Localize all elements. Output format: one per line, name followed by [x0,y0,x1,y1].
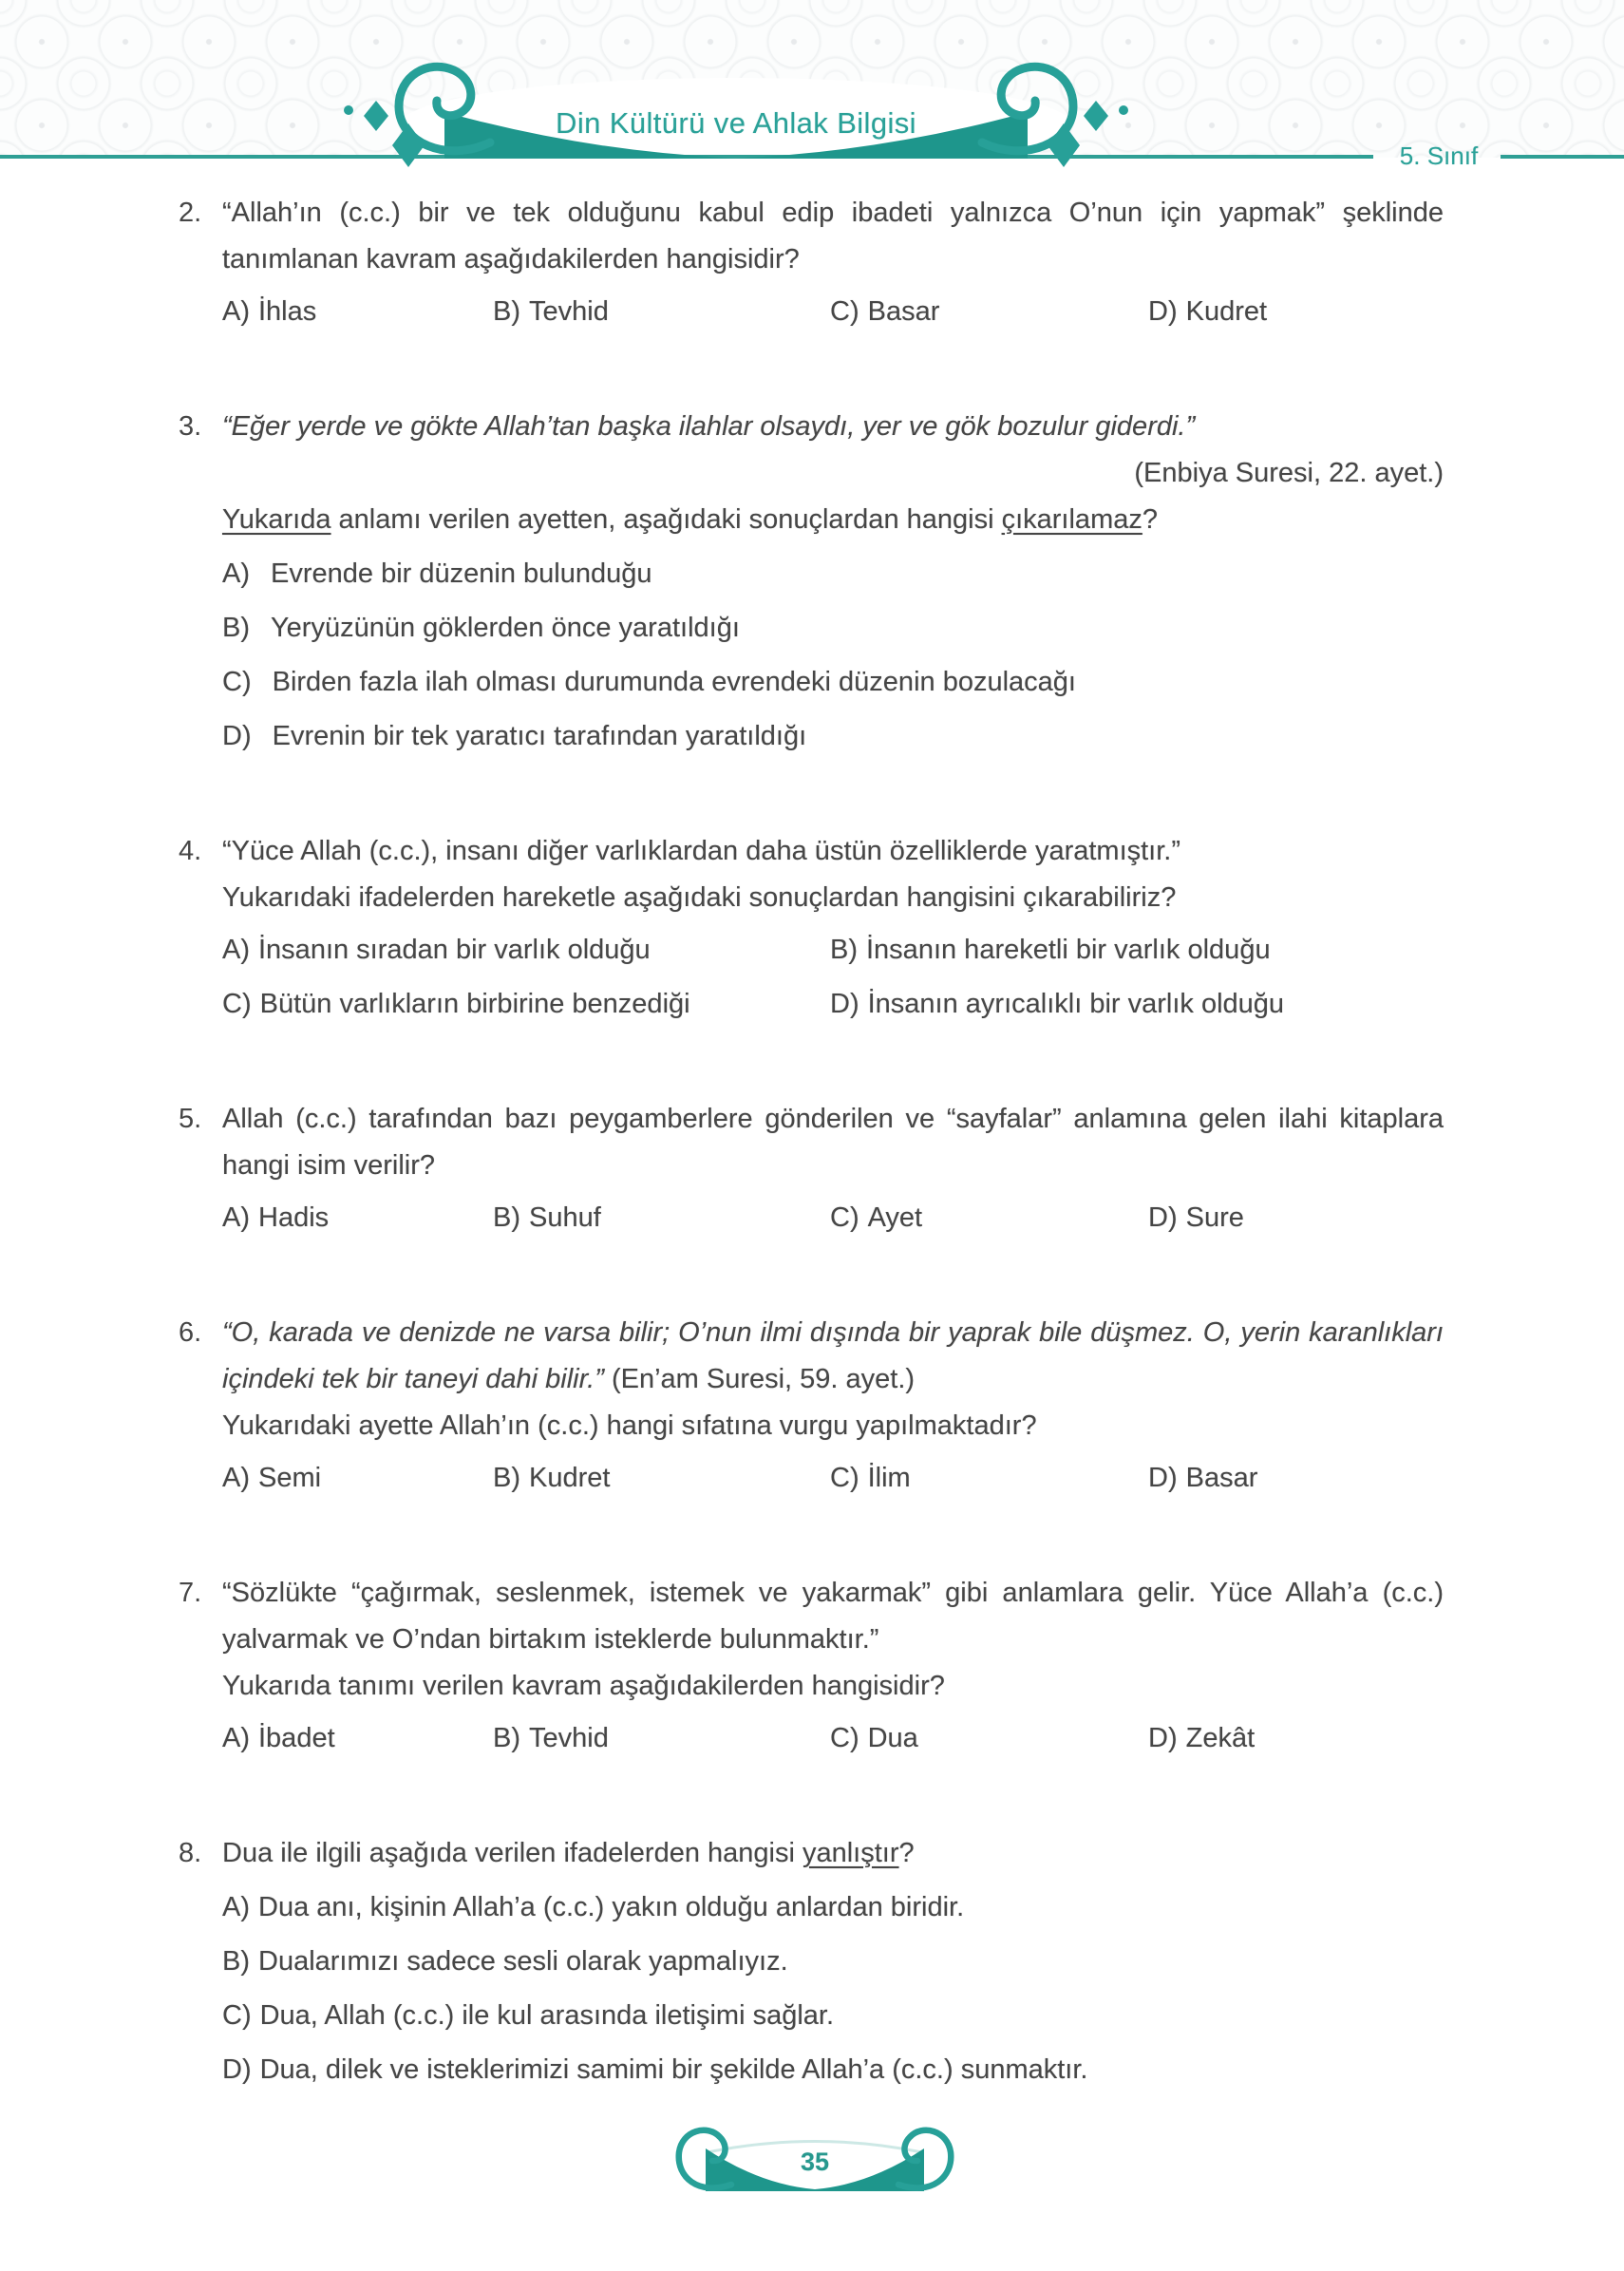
option-item [222,551,1444,597]
question-number: 7. [179,1578,202,1608]
option-item [222,981,830,1028]
option-label: C) [222,2000,252,2031]
option-label: D) [1148,1463,1178,1493]
option-text: Dua [867,1723,918,1753]
grade-label: 5. Sınıf [1399,142,1479,170]
option-item [493,1455,830,1502]
question-body [222,828,1444,1028]
option-text: Birden fazla ilah olması durumunda evrendeki düzenin bozulacağı [272,667,1076,697]
option-item [222,1939,1444,1985]
text-segment: “O, karada ve denizde ne varsa bilir; O’nun ilmi dışında bir yaprak bile düşmez. O, yerin karanlıkları içindeki tek bir taneyi dahi bilir.” [222,1317,1444,1394]
option-text: Kudret [1185,296,1268,327]
option-text: Basar [1185,1463,1258,1493]
option-text: Dua, dilek ve isteklerimizi samimi bir şekilde Allah’a (c.c.) sunmaktır. [259,2054,1088,2085]
option-label: B) [222,613,250,643]
option-text: Yeryüzünün göklerden önce yaratıldığı [271,613,740,643]
option-label: C) [222,989,252,1019]
option-item [493,289,830,335]
question-block [179,1310,1444,1502]
text-segment: Allah (c.c.) tarafından bazı peygamberlere gönderilen ve “sayfalar” anlamına gelen ilahi kitaplara hangi isim verilir? [222,1104,1444,1181]
option-text: Semi [258,1463,322,1493]
option-item [222,713,1444,760]
question-body [222,1310,1444,1502]
text-segment: yanlıştır [802,1838,899,1868]
option-item [1148,1455,1444,1502]
option-item [830,1455,1148,1502]
option-item [493,1195,830,1241]
text-segment: Yukarıdaki ifadelerden hareketle aşağıdaki sonuçlardan hangisini çıkarabiliriz? [222,882,1177,913]
option-text: Ayet [867,1202,923,1233]
question-paragraph [222,450,1444,497]
option-label: D) [1148,296,1178,327]
question-paragraph [222,404,1444,450]
option-label: D) [830,989,859,1019]
question-paragraph [222,1310,1444,1403]
option-label: C) [830,296,859,327]
question-paragraph [222,190,1444,283]
option-item [222,1884,1444,1931]
question-paragraph [222,1663,1444,1710]
option-item [222,2047,1444,2093]
option-label: B) [493,296,520,327]
option-item [1148,289,1444,335]
options-group [222,1455,1444,1502]
option-item [830,927,1444,974]
text-segment: (En’am Suresi, 59. ayet.) [603,1364,916,1394]
options-group [222,1715,1444,1762]
option-label: A) [222,1892,250,1922]
question-number: 6. [179,1317,202,1348]
option-item [493,1715,830,1762]
option-label: B) [493,1202,520,1233]
option-item [222,1195,493,1241]
option-label: C) [830,1723,859,1753]
question-paragraph [222,875,1444,921]
text-segment: Yukarıda [222,504,331,535]
option-text: Zekât [1185,1723,1256,1753]
question-paragraph [222,497,1444,543]
option-text: Tevhid [529,296,609,327]
option-text: Sure [1185,1202,1244,1233]
options-group [222,927,1444,1028]
question-paragraph [222,1570,1444,1663]
question-number: 4. [179,836,202,866]
page-number: 35 [800,2148,830,2176]
option-text: İlim [867,1463,911,1493]
option-text: Basar [867,296,940,327]
option-text: İbadet [258,1723,335,1753]
option-text: İhlas [258,296,317,327]
question-paragraph [222,1830,1444,1877]
option-label: A) [222,1723,250,1753]
text-segment: anlamı verilen ayetten, aşağıdaki sonuçlardan hangisi [330,504,1002,535]
option-item [830,981,1444,1028]
questions [179,190,1444,2162]
text-segment: çıkarılamaz [1001,504,1142,535]
option-label: D) [222,721,252,751]
question-body [222,1096,1444,1241]
option-text: Suhuf [529,1202,601,1233]
question-block [179,1570,1444,1762]
option-label: A) [222,935,250,965]
option-label: B) [493,1723,520,1753]
option-item [222,289,493,335]
text-segment: “Eğer yerde ve gökte Allah’tan başka ilahlar olsaydı, yer ve gök bozulur giderdi.” [222,411,1196,442]
options-group [222,289,1444,335]
option-item [1148,1195,1444,1241]
question-body [222,404,1444,760]
option-text: Dua anı, kişinin Allah’a (c.c.) yakın olduğu anlardan biridir. [258,1892,965,1922]
text-segment: “Sözlükte “çağırmak, seslenmek, istemek ve yakarmak” gibi anlamlara gelir. Yüce Allah’a (c.c.) yalvarmak ve O’ndan birtakım isteklerde bulunmaktır.” [222,1578,1444,1655]
question-body [222,1830,1444,2093]
option-label: B) [493,1463,520,1493]
question-body [222,190,1444,335]
text-segment: “Allah’ın (c.c.) bir ve tek olduğunu kabul edip ibadeti yalnızca O’nun için yapmak” şeklinde tanımlanan kavram aşağıdakilerden hangisidir? [222,198,1444,274]
option-text: Evrende bir düzenin bulunduğu [271,558,652,589]
option-label: C) [830,1202,859,1233]
option-label: C) [830,1463,859,1493]
option-item [1148,1715,1444,1762]
question-number: 3. [179,411,202,442]
page-title: Din Kültürü ve Ahlak Bilgisi [556,106,916,140]
options-group [222,551,1444,760]
option-text: Hadis [258,1202,330,1233]
question-block [179,1096,1444,1241]
options-group [222,1195,1444,1241]
footer-flourish-icon [0,2126,1624,2230]
option-label: D) [1148,1202,1178,1233]
question-block [179,404,1444,760]
question-number: 2. [179,198,202,228]
option-text: Dua, Allah (c.c.) ile kul arasında iletişimi sağlar. [259,2000,835,2031]
question-paragraph [222,1403,1444,1449]
option-text: Dualarımızı sadece sesli olarak yapmalıyız. [258,1946,788,1977]
option-item [830,1195,1148,1241]
option-label: B) [830,935,858,965]
text-segment: “Yüce Allah (c.c.), insanı diğer varlıklardan daha üstün özelliklerde yaratmıştır.” [222,836,1181,866]
option-text: İnsanın ayrıcalıklı bir varlık olduğu [867,989,1285,1019]
option-text: İnsanın hareketli bir varlık olduğu [866,935,1271,965]
text-segment: Yukarıdaki ayette Allah’ın (c.c.) hangi sıfatına vurgu yapılmaktadır? [222,1410,1037,1441]
option-item [830,289,1148,335]
option-label: A) [222,558,250,589]
question-paragraph [222,828,1444,875]
option-label: D) [222,2054,252,2085]
text-segment: Dua ile ilgili aşağıda verilen ifadelerden hangisi [222,1838,803,1868]
option-text: Tevhid [529,1723,609,1753]
option-text: İnsanın sıradan bir varlık olduğu [258,935,651,965]
option-item [222,659,1444,706]
option-text: Evrenin bir tek yaratıcı tarafından yaratıldığı [272,721,807,751]
option-item [222,1993,1444,2039]
option-label: A) [222,296,250,327]
options-group [222,1884,1444,2093]
question-block [179,828,1444,1028]
option-text: Kudret [529,1463,611,1493]
option-label: A) [222,1463,250,1493]
option-label: C) [222,667,252,697]
option-label: D) [1148,1723,1178,1753]
question-block [179,190,1444,335]
text-segment: Yukarıda tanımı verilen kavram aşağıdakilerden hangisidir? [222,1671,945,1701]
text-segment: (Enbiya Suresi, 22. ayet.) [1134,458,1444,488]
question-block [179,1830,1444,2093]
option-item [222,1455,493,1502]
text-segment: ? [898,1838,915,1868]
option-item [830,1715,1148,1762]
question-body [222,1570,1444,1762]
option-item [222,927,830,974]
option-text: Bütün varlıkların birbirine benzediği [259,989,690,1019]
option-item [222,1715,493,1762]
text-segment: ? [1142,504,1158,535]
option-label: A) [222,1202,250,1233]
question-number: 8. [179,1838,202,1868]
option-label: B) [222,1946,250,1977]
question-number: 5. [179,1104,202,1134]
question-paragraph [222,1096,1444,1189]
option-item [222,605,1444,652]
